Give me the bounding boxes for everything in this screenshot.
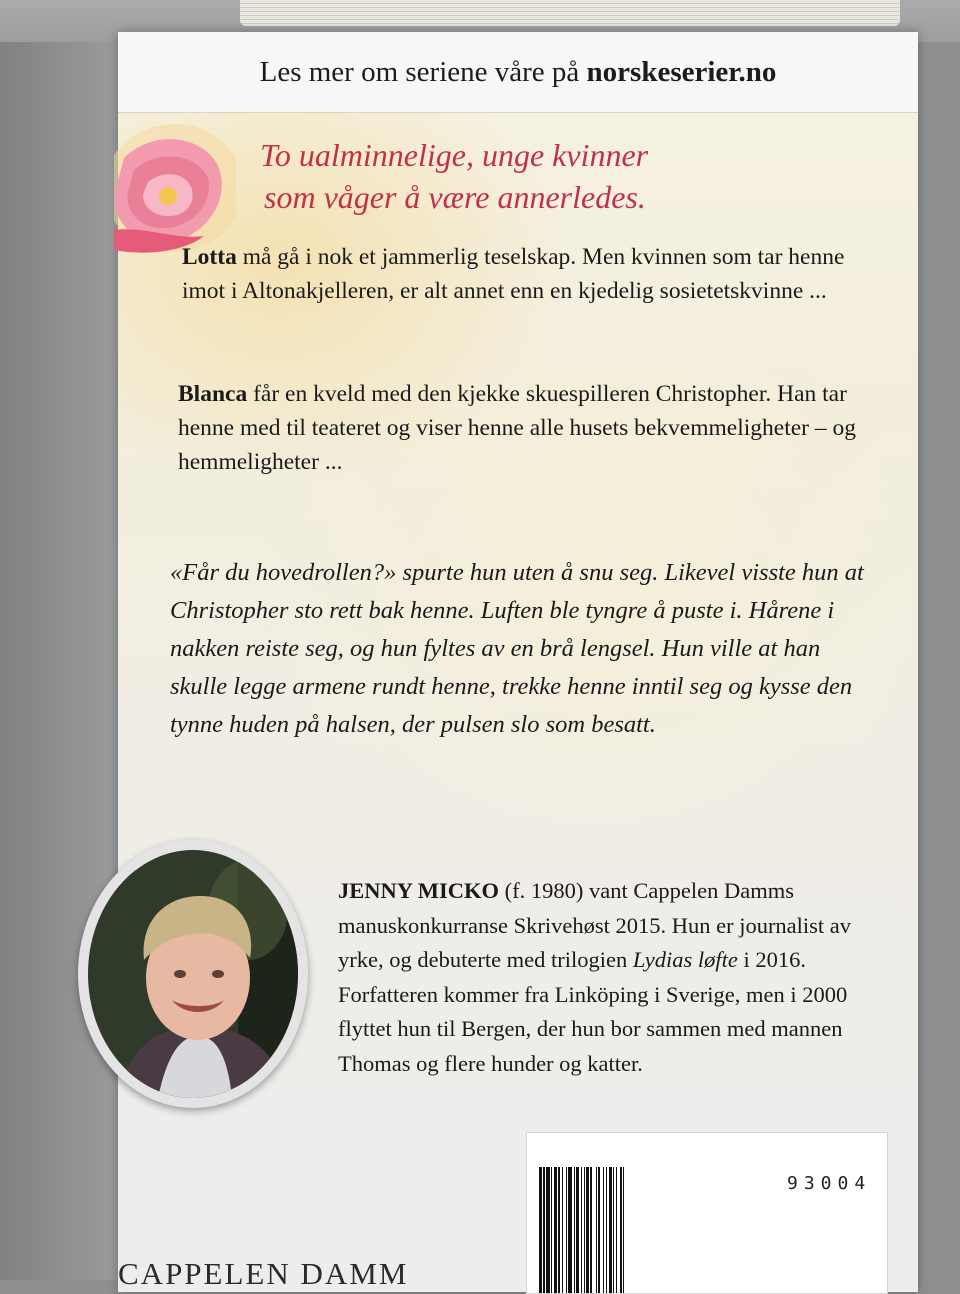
tagline-line-2: som våger å være annerledes. xyxy=(264,179,646,215)
author-photo xyxy=(88,850,298,1098)
paragraph-blanca-text: får en kveld med den kjekke skuespilleren Christopher. Han tar henne med til teateret og viser henne alle husets bekvemmeligheter – og hemmeligheter ... xyxy=(178,381,857,475)
barcode-bar xyxy=(616,1167,617,1293)
barcode-bar xyxy=(539,1167,542,1293)
book-stack-behind xyxy=(240,0,900,26)
barcode-bar xyxy=(551,1167,552,1293)
barcode-bar xyxy=(598,1167,600,1293)
paragraph-lotta-text: må gå i nok et jammerlig teselskap. Men kvinnen som tar henne imot i Altonakjelleren, er alt annet enn en kjedelig sosietetskvinne ... xyxy=(182,244,845,304)
barcode-bar xyxy=(543,1167,545,1293)
banner-site: norskeserier.no xyxy=(586,55,777,88)
author-bio xyxy=(338,874,898,1081)
publisher-logo: CAPPELEN DAMM xyxy=(118,1256,409,1291)
barcode-bar xyxy=(606,1167,607,1293)
bio-book-title: Lydias løfte xyxy=(632,947,738,972)
author-name: JENNY MICKO xyxy=(338,878,500,903)
book-back-cover xyxy=(118,32,918,1292)
barcode-bar xyxy=(546,1167,550,1293)
barcode-bar xyxy=(596,1167,597,1293)
tagline-line-1: To ualminnelige, unge kvinner xyxy=(260,137,649,173)
barcode-bar xyxy=(568,1167,572,1293)
barcode-bar xyxy=(620,1167,622,1293)
author-portrait xyxy=(78,840,308,1108)
bio-text-2: i 2016. Forfatteren kommer fra Linköping i Sverige, men i 2000 flyttet hun til Bergen, der hun bor sammen med mannen Thomas og flere hunder og katter. xyxy=(338,947,848,1076)
rose-illustration xyxy=(114,118,236,258)
barcode-bar xyxy=(584,1167,585,1293)
barcode xyxy=(539,1167,779,1293)
paragraph-blanca xyxy=(178,377,878,479)
barcode-bar xyxy=(590,1167,592,1293)
bio-text-1: (f. 1980) vant Cappelen Damms manuskonkurranse Skrivehøst 2015. Hun er journalist av yrke, og debuterte med trilogien xyxy=(338,878,852,972)
barcode-bar xyxy=(613,1167,614,1293)
barcode-bar xyxy=(574,1167,575,1293)
barcode-bar xyxy=(566,1167,567,1293)
banner-prefix: Les mer om seriene våre på xyxy=(259,55,580,88)
name-lotta: Lotta xyxy=(182,244,237,270)
barcode-bar xyxy=(581,1167,582,1293)
barcode-number: 93004 xyxy=(787,1173,872,1194)
barcode-bar xyxy=(558,1167,560,1293)
barcode-bar xyxy=(554,1167,557,1293)
name-blanca: Blanca xyxy=(178,381,248,407)
barcode-bar xyxy=(623,1167,624,1293)
tagline xyxy=(260,134,900,218)
barcode-bar xyxy=(576,1167,579,1293)
excerpt-quote: «Får du hovedrollen?» spurte hun uten å snu seg. Likevel visste hun at Christopher sto rett bak henne. Luften ble tyngre å puste i. Hårene i nakken reiste seg, og hun fyltes av en brå lengsel. Hun ville at han skulle legge armene rundt henne, trekke henne inntil seg og kysse den tynne huden på halsen, der pulsen slo som besatt. xyxy=(170,559,864,738)
barcode-bar xyxy=(603,1167,604,1293)
barcode-bar xyxy=(586,1167,589,1293)
barcode-bar xyxy=(609,1167,612,1293)
barcode-label xyxy=(526,1132,888,1294)
paragraph-lotta xyxy=(182,240,882,308)
barcode-bar xyxy=(562,1167,563,1293)
series-banner xyxy=(118,32,918,113)
